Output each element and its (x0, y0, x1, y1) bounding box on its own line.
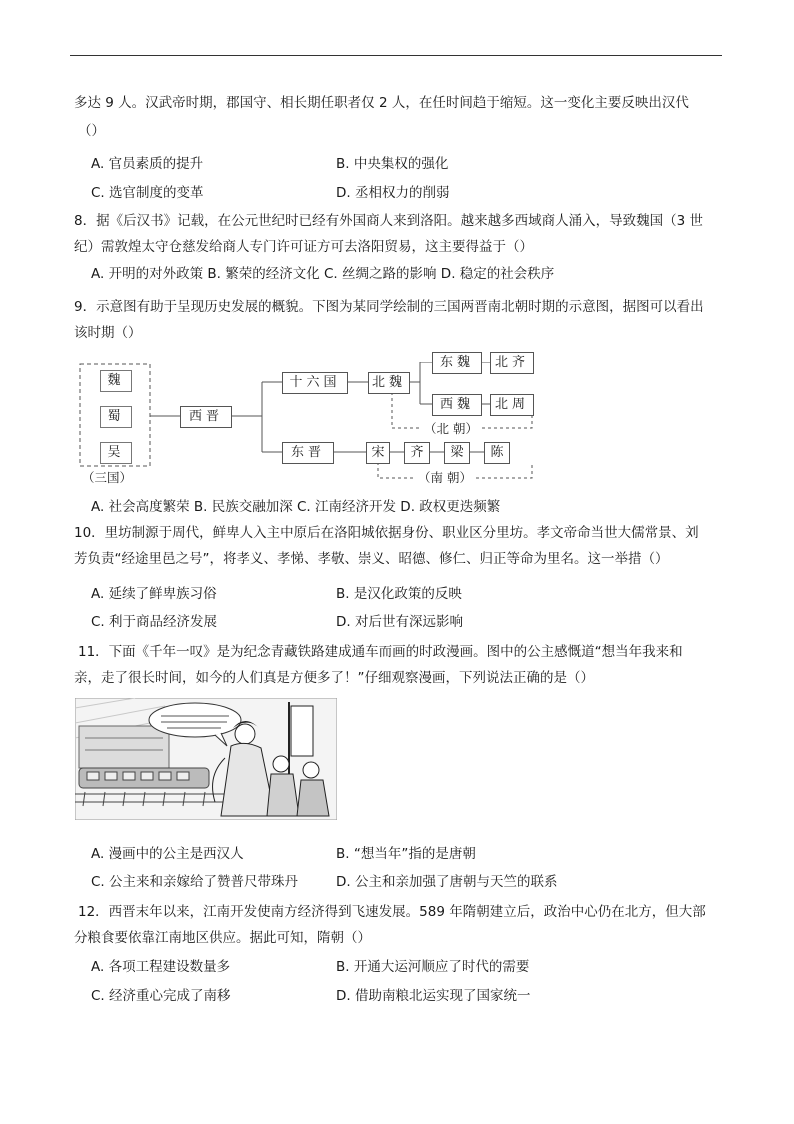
box-eastern-wei: 东魏 (432, 352, 482, 374)
q10-option-d: D. 对后世有深远影响 (336, 614, 463, 630)
q10-option-a: A. 延续了鲜卑族习俗 (91, 586, 217, 602)
q11-text-line2: 亲，走了很长时间，如今的人们真是方便多了！”仔细观察漫画，下列说法正确的是（） (74, 670, 594, 686)
box-chen: 陈 (484, 442, 510, 464)
q7-option-a: A. 官员素质的提升 (91, 156, 204, 172)
q9-options: A. 社会高度繁荣 B. 民族交融加深 C. 江南经济开发 D. 政权更迭频繁 (91, 499, 501, 515)
box-eastern-jin: 东晋 (282, 442, 334, 464)
q11-option-a: A. 漫画中的公主是西汉人 (91, 846, 244, 862)
q12-text-line1: 12．西晋末年以来，江南开发使南方经济得到飞速发展。589 年隋朝建立后，政治中心仍在北方，但大部 (78, 904, 706, 920)
q11-option-d: D. 公主和亲加强了唐朝与天竺的联系 (336, 874, 558, 890)
q10-text-line2: 芳负责“经途里邑之号”，将孝义、孝悌、孝敬、崇义、昭德、修仁、归正等命为里名。这一举措（） (74, 551, 669, 567)
q7-option-b: B. 中央集权的强化 (336, 156, 449, 172)
q10-option-c: C. 利于商品经济发展 (91, 614, 218, 630)
q12-text-line2: 分粮食要依靠江南地区供应。据此可知，隋朝（） (74, 930, 371, 946)
box-liang: 梁 (444, 442, 470, 464)
label-northern-dynasties: （北 朝） (424, 421, 478, 436)
q9-text-line1: 9．示意图有助于呈现历史发展的概貌。下图为某同学绘制的三国两晋南北朝时期的示意图，据图可以看出 (74, 299, 704, 315)
box-northern-wei: 北魏 (368, 372, 410, 394)
q11-option-c: C. 公主来和亲嫁给了赞普尺带珠丹 (91, 874, 299, 890)
q8-text-line2: 纪）需敦煌太守仓慈发给商人专门许可证方可去洛阳贸易，这主要得益于（） (74, 239, 533, 255)
cartoon-drawing (75, 698, 337, 820)
header-rule (70, 55, 722, 56)
box-qi: 齐 (404, 442, 430, 464)
cartoon-illustration (75, 698, 337, 820)
q7-option-d: D. 丞相权力的削弱 (336, 185, 450, 201)
box-northern-zhou: 北周 (490, 394, 534, 416)
q10-option-b: B. 是汉化政策的反映 (336, 586, 462, 602)
box-western-wei: 西魏 (432, 394, 482, 416)
q9-text-line2: 该时期（） (74, 325, 142, 341)
q12-option-a: A. 各项工程建设数量多 (91, 959, 231, 975)
label-three-kingdoms: （三国） (82, 470, 133, 485)
box-shu: 蜀 (100, 406, 132, 428)
q12-option-d: D. 借助南粮北运实现了国家统一 (336, 988, 531, 1004)
q7-text-line1: 多达 9 人。汉武帝时期，郡国守、相长期任职者仅 2 人，在任时间趋于缩短。这一变化主要反映出汉代 (74, 95, 689, 111)
q10-text-line1: 10．里坊制源于周代，鲜卑人入主中原后在洛阳城依据身份、职业区分里坊。孝文帝命当世大儒常景、刘 (74, 525, 699, 541)
label-southern-dynasties: （南 朝） (418, 470, 472, 485)
q8-text-line1: 8．据《后汉书》记载，在公元世纪时已经有外国商人来到洛阳。越来越多西域商人涌入，导致魏国（3 世 (74, 213, 703, 229)
dynasty-diagram (70, 355, 550, 490)
box-wei: 魏 (100, 370, 132, 392)
box-wu: 吴 (100, 442, 132, 464)
q12-option-b: B. 开通大运河顺应了时代的需要 (336, 959, 530, 975)
q7-text-line2: （） (78, 123, 105, 139)
q8-options: A. 开明的对外政策 B. 繁荣的经济文化 C. 丝绸之路的影响 D. 稳定的社会秩序 (91, 266, 555, 282)
q11-option-b: B. “想当年”指的是唐朝 (336, 846, 476, 862)
q11-text-line1: 11．下面《千年一叹》是为纪念青藏铁路建成通车而画的时政漫画。图中的公主感慨道“想当年我来和 (78, 644, 683, 660)
box-song: 宋 (366, 442, 390, 464)
box-sixteen-kingdoms: 十六国 (282, 372, 348, 394)
q12-option-c: C. 经济重心完成了南移 (91, 988, 231, 1004)
box-northern-qi: 北齐 (490, 352, 534, 374)
box-western-jin: 西晋 (180, 406, 232, 428)
q7-option-c: C. 选官制度的变革 (91, 185, 204, 201)
